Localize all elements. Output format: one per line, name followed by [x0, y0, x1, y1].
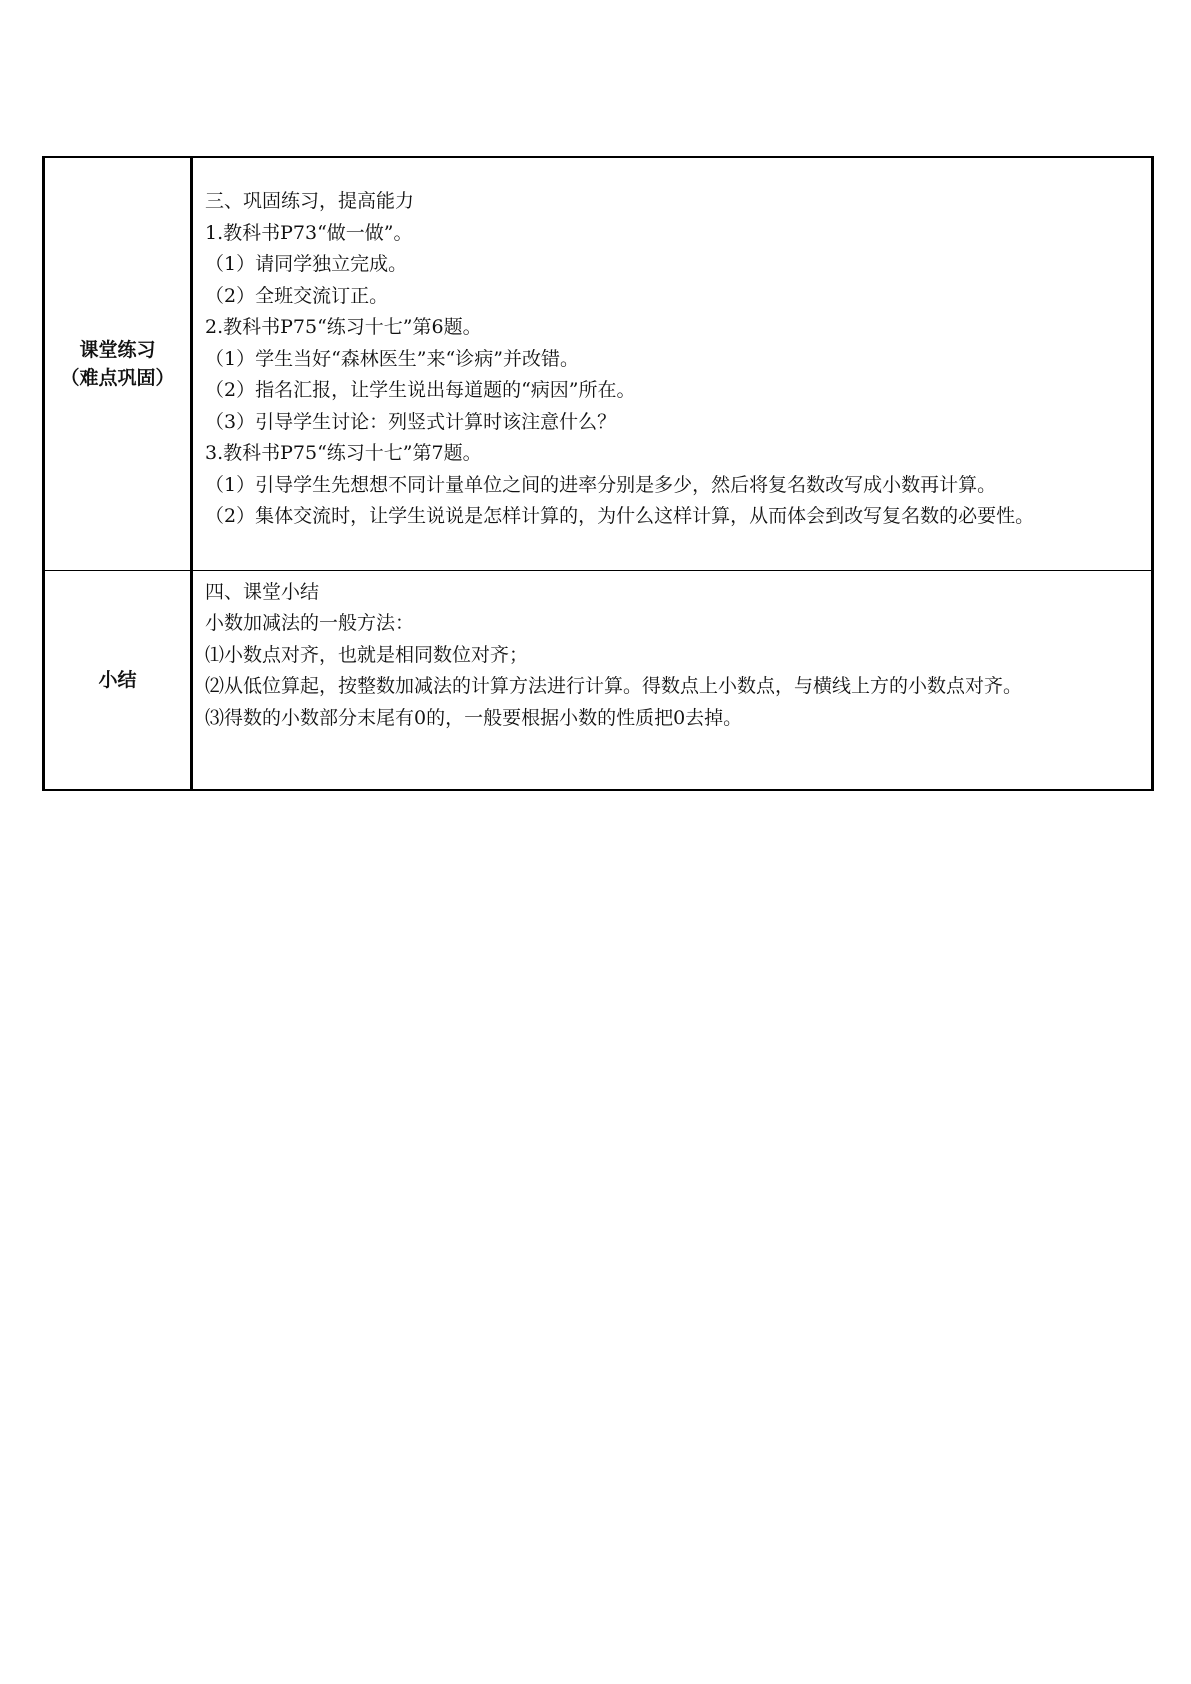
practice-line: （3）引导学生讨论：列竖式计算时该注意什么？ [205, 410, 617, 433]
summary-label-cell [44, 570, 192, 790]
practice-line: （2）集体交流时，让学生说说是怎样计算的，为什么这样计算，从而体会到改写复名数的必要性。 [205, 505, 1035, 527]
practice-line: （1）学生当好“森林医生”来“诊病”并改错。 [205, 347, 579, 370]
summary-line: 小数加减法的一般方法： [205, 612, 415, 634]
table-row-practice [44, 157, 1153, 570]
practice-line: 2.教科书P75“练习十七”第6题。 [205, 316, 482, 338]
practice-line: （2）指名汇报，让学生说出每道题的“病因”所在。 [205, 379, 636, 401]
practice-label-line2: （难点巩固） [60, 366, 175, 389]
practice-label-cell [44, 157, 192, 570]
summary-line: ⑴小数点对齐，也就是相同数位对齐； [205, 643, 529, 666]
lesson-plan-table [42, 156, 1154, 791]
summary-label: 小结 [98, 668, 137, 691]
summary-line: ⑶得数的小数部分末尾有0的，一般要根据小数的性质把0去掉。 [205, 706, 743, 729]
summary-line: ⑵从低位算起，按整数加减法的计算方法进行计算。得数点上小数点，与横线上方的小数点对齐。 [205, 675, 1023, 697]
summary-content-cell [192, 570, 1153, 790]
practice-line: （2）全班交流订正。 [205, 284, 389, 307]
practice-line: 三、巩固练习，提高能力 [205, 190, 415, 212]
table-row-summary [44, 570, 1153, 790]
practice-label-line1: 课堂练习 [79, 338, 156, 361]
summary-line: 四、课堂小结 [205, 580, 320, 603]
practice-line: 3.教科书P75“练习十七”第7题。 [205, 442, 482, 464]
practice-line: 1.教科书P73“做一做”。 [205, 221, 413, 244]
practice-line: （1）引导学生先想想不同计量单位之间的进率分别是多少，然后将复名数改写成小数再计算。 [205, 473, 997, 496]
practice-line: （1）请同学独立完成。 [205, 253, 408, 275]
practice-content-cell [192, 157, 1153, 570]
